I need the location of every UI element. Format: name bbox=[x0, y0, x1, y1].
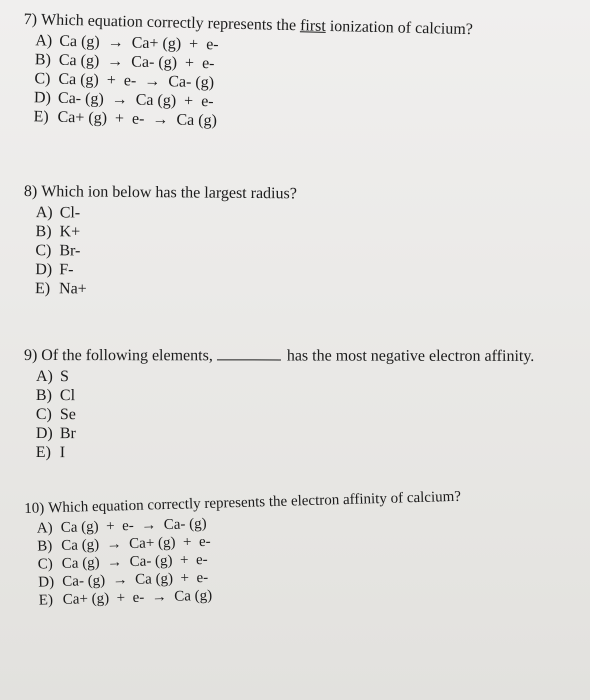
option-letter: B) bbox=[34, 51, 52, 69]
question-9-stem bbox=[24, 346, 534, 366]
question-7 bbox=[21, 10, 473, 136]
question-10 bbox=[24, 488, 464, 610]
option-letter: B) bbox=[35, 387, 52, 405]
answer-option[interactable] bbox=[35, 260, 296, 281]
option-text: S bbox=[59, 368, 69, 386]
option-letter: D) bbox=[35, 261, 53, 279]
option-letter: E) bbox=[33, 108, 49, 126]
option-text: Br bbox=[59, 425, 76, 443]
question-7-stem-start: Which equation correctly represents the bbox=[40, 11, 301, 35]
option-letter: C) bbox=[34, 70, 51, 88]
option-letter: C) bbox=[35, 242, 52, 260]
option-text: Na+ bbox=[58, 280, 87, 298]
option-text: Ca (g) → Ca- (g) + e- bbox=[61, 551, 208, 572]
question-9-stem-start: Of the following elements, bbox=[41, 347, 213, 365]
option-text: Ca (g) + e- → Ca- (g) bbox=[60, 515, 207, 536]
option-text: Se bbox=[59, 406, 76, 424]
option-text: Ca- (g) → Ca (g) + e- bbox=[57, 89, 214, 111]
option-text: F- bbox=[59, 261, 74, 279]
underlined-word: first bbox=[299, 17, 327, 35]
question-9-stem-end: has the most negative electron affinity. bbox=[286, 347, 535, 365]
option-letter: A) bbox=[36, 520, 53, 537]
answer-option[interactable] bbox=[36, 443, 534, 463]
option-letter: E) bbox=[38, 592, 54, 609]
option-letter: D) bbox=[35, 425, 53, 443]
option-text: Ca- (g) → Ca (g) + e- bbox=[62, 569, 209, 590]
question-10-stem-text: Which equation correctly represents the electron affinity of calcium? bbox=[48, 488, 462, 517]
option-text: Ca (g) → Ca- (g) + e- bbox=[58, 51, 215, 73]
option-text: Ca (g) → Ca+ (g) + e- bbox=[59, 32, 219, 54]
option-text: Ca+ (g) + e- → Ca (g) bbox=[62, 587, 213, 608]
option-letter: A) bbox=[35, 32, 53, 50]
option-letter: E) bbox=[34, 280, 51, 298]
option-letter: A) bbox=[35, 368, 53, 386]
question-8-stem-text: Which ion below has the largest radius? bbox=[41, 183, 297, 203]
question-8-stem bbox=[24, 182, 297, 203]
answer-blank[interactable] bbox=[217, 347, 281, 360]
option-text: Ca (g) + e- → Ca- (g) bbox=[58, 70, 215, 92]
option-letter: D) bbox=[38, 574, 55, 591]
answer-option[interactable] bbox=[36, 203, 297, 224]
option-letter: A) bbox=[35, 204, 53, 222]
option-text: Ca (g) → Ca+ (g) + e- bbox=[61, 533, 211, 554]
option-letter: D) bbox=[33, 89, 52, 107]
option-text: I bbox=[59, 444, 66, 462]
option-letter: B) bbox=[37, 538, 53, 555]
option-letter: E) bbox=[35, 444, 51, 462]
option-text: Br- bbox=[59, 242, 81, 260]
question-number: 10) bbox=[24, 500, 45, 517]
question-number: 8) bbox=[23, 182, 38, 201]
option-text: K+ bbox=[59, 223, 81, 241]
option-text: Cl- bbox=[59, 204, 81, 222]
option-letter: B) bbox=[35, 223, 52, 241]
answer-option[interactable] bbox=[36, 367, 534, 387]
question-number: 7) bbox=[23, 10, 38, 29]
question-7-stem-end: ionization of calcium? bbox=[325, 17, 474, 39]
option-text: Cl bbox=[59, 387, 76, 405]
option-letter: C) bbox=[37, 556, 54, 573]
answer-option[interactable] bbox=[36, 424, 534, 444]
answer-option[interactable] bbox=[35, 241, 296, 262]
question-9 bbox=[24, 346, 535, 463]
answer-option[interactable] bbox=[36, 386, 534, 406]
option-letter: C) bbox=[35, 406, 52, 424]
question-8 bbox=[23, 182, 297, 300]
answer-option[interactable] bbox=[35, 222, 296, 243]
answer-option[interactable] bbox=[36, 405, 534, 425]
option-text: Ca+ (g) + e- → Ca (g) bbox=[57, 108, 218, 130]
question-number: 9) bbox=[23, 347, 38, 365]
answer-option[interactable] bbox=[35, 279, 296, 300]
